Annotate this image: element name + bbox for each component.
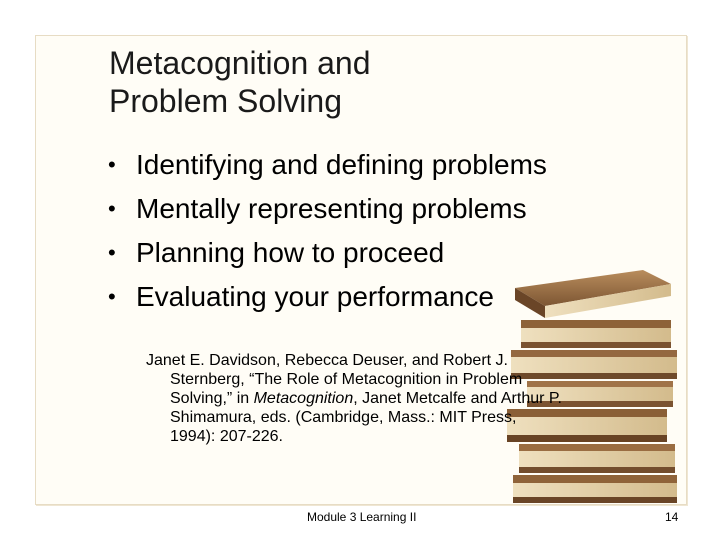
bullet-icon: • bbox=[108, 284, 116, 309]
book-6 bbox=[519, 444, 675, 473]
citation-line-3-end: , Janet Metcalfe and Arthur P. bbox=[353, 390, 562, 407]
citation-line-4: Shimamura, eds. (Cambridge, Mass.: MIT Press, bbox=[170, 409, 517, 426]
book-7 bbox=[513, 475, 677, 503]
citation-line-2: Sternberg, “The Role of Metacognition in Problem bbox=[170, 371, 523, 388]
bullet-item bbox=[108, 275, 547, 319]
bullet-icon: • bbox=[108, 240, 116, 265]
bullet-item bbox=[108, 231, 547, 275]
citation-line-1: Janet E. Davidson, Rebecca Deuser, and Robert J. bbox=[146, 352, 508, 369]
slide-title-line-1: Metacognition and bbox=[109, 45, 371, 81]
book-2 bbox=[521, 320, 671, 348]
slide-footer: Module 3 Learning II bbox=[307, 510, 417, 524]
citation bbox=[146, 351, 626, 446]
bullet-text: Evaluating your performance bbox=[136, 281, 494, 312]
page-number: 14 bbox=[665, 510, 679, 524]
citation-line-3-start: Solving,” in bbox=[170, 390, 254, 407]
bullet-item bbox=[108, 143, 547, 187]
bullet-text: Mentally representing problems bbox=[136, 193, 527, 224]
bullet-text: Planning how to proceed bbox=[136, 237, 445, 268]
bullet-list bbox=[108, 143, 547, 319]
bullet-text: Identifying and defining problems bbox=[136, 149, 547, 180]
slide-title-line-2: Problem Solving bbox=[109, 83, 342, 119]
bullet-icon: • bbox=[108, 196, 116, 221]
bullet-item bbox=[108, 187, 547, 231]
citation-book-title: Metacognition bbox=[253, 390, 354, 407]
bullet-icon: • bbox=[108, 152, 116, 177]
citation-line-5: 1994): 207-226. bbox=[170, 428, 283, 445]
citation-line-3 bbox=[146, 389, 626, 408]
slide-title bbox=[109, 44, 529, 120]
